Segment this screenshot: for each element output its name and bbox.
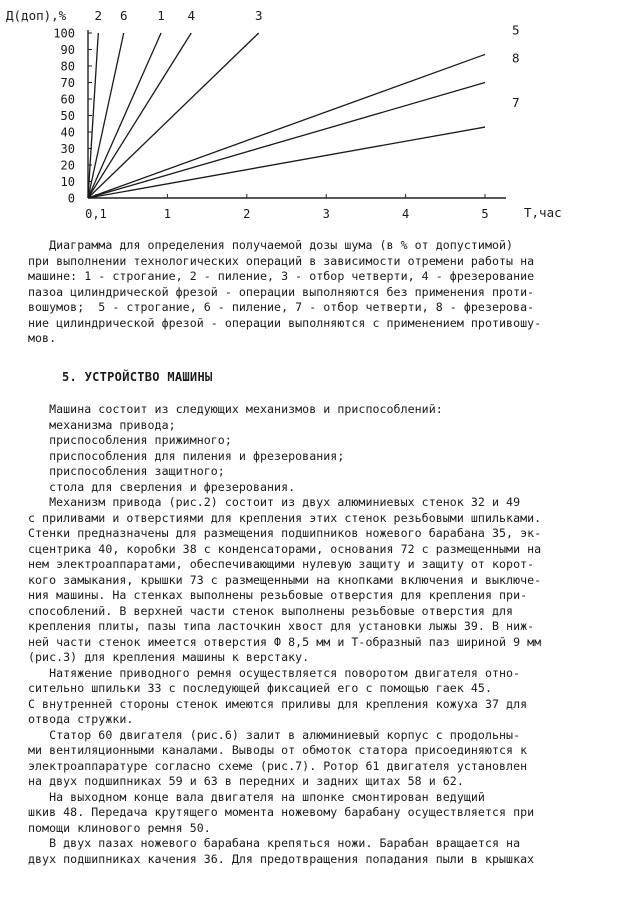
text-line: двух подшипниках качения 36. Для предотвращения попадания пыли в крышках [28, 851, 535, 866]
series-label: 8 [512, 50, 520, 66]
y-tick-label: 90 [60, 43, 75, 57]
dose-chart [0, 0, 628, 230]
text-line: с приливами и отверстиями для крепления этих стенок резьбовыми шпильками. [28, 510, 542, 525]
y-tick-label: 20 [60, 158, 75, 173]
series-label: 4 [187, 8, 195, 23]
text-line: приспособления для пиления и фрезерования; [28, 448, 345, 463]
text-line: приспособления прижимного; [28, 433, 232, 447]
series-label: 1 [157, 8, 165, 23]
text-line: приспособления защитного; [28, 464, 225, 478]
text-line: Стенки предназначены для размещения подшипников ножевого барабана 35, эк- [28, 526, 542, 540]
chart-grid [88, 33, 485, 198]
series-label: 2 [94, 8, 103, 23]
text-line: мов. [28, 331, 57, 345]
text-line: вошумов; 5 - строгание, 6 - пиление, 7 - отбор четверти, 8 - фрезерова- [28, 300, 535, 314]
text-line: стола для сверления и фрезерования. [28, 479, 296, 494]
text-line: способлений. В верхней части стенок выполнены резьбовые отверстия для [28, 603, 514, 618]
text-line: ми вентиляционными каналами. Выводы от обмоток статора присоединяются к [28, 743, 528, 757]
text-line: крепления плиты, пазы типа ласточкин хвост для установки лыжы 39. В ниж- [28, 619, 535, 633]
y-tick-label: 50 [60, 109, 75, 123]
x-tick-label: 4 [401, 207, 410, 221]
text-line: На выходном конце вала двигателя на шпонке смонтирован ведущий [28, 789, 485, 804]
text-line: при выполнении технологических операций в зависимости отремени работы на [28, 253, 535, 268]
x-tick-labels [85, 207, 489, 221]
text-line: Натяжение приводного ремня осуществляется поворотом двигателя отно- [28, 665, 521, 680]
text-line: Механизм привода (рис.2) состоит из двух алюминиевых стенок 32 и 49 [28, 495, 521, 509]
y-tick-label: 100 [53, 26, 75, 41]
series-label: 3 [254, 8, 263, 23]
text-line: помощи клинового ремня 50. [28, 820, 211, 835]
text-line: ней части стенок имеется отверстия Ф 8,5 мм и Т-образный паз шириной 9 мм [28, 634, 542, 649]
y-tick-label: 40 [60, 125, 75, 140]
y-axis-label: Д(доп),% [6, 8, 67, 23]
series-line [88, 127, 485, 198]
section-heading: 5. УСТРОЙСТВО МАШИНЫ [62, 370, 213, 384]
text-line: нем электроаппаратами, обеспечивающими нулевую защиту и защиту от корот- [28, 557, 535, 571]
text-line: на двух подшипниках 59 и 63 в передних и задних щитах 58 и 62. [28, 774, 464, 788]
series-lines [88, 33, 485, 198]
text-line: ние цилиндрической фрезой - операции выполняются с применением противошу- [28, 315, 542, 330]
series-line [88, 33, 191, 198]
series-label: 5 [512, 22, 520, 38]
y-tick-label: 70 [60, 76, 75, 90]
text-line: механизма привода; [28, 417, 176, 432]
y-tick-label: 10 [60, 175, 75, 189]
text-line: электроаппаратуре согласно схеме (рис.7). Ротор 61 двигателя установлен [28, 758, 528, 773]
x-tick-label: 3 [322, 207, 330, 221]
text-line: С внутренней стороны стенок имеются приливы для крепления кожуха 37 для [28, 696, 528, 711]
x-tick-label: 1 [163, 207, 172, 221]
text-line: пазоа цилиндрической фрезой - операции выполняются без применения проти- [28, 284, 535, 299]
x-axis-label: T,час [524, 205, 562, 220]
text-line: ния машины. На стенках выполнены резьбовые отверстия для крепления при- [28, 588, 528, 602]
text-line: сительно шпильки 33 с последующей фиксацией его с помощью гаек 45. [28, 681, 492, 695]
text-line: Диаграмма для определения получаемой дозы шума (в % от допустимой) [28, 238, 514, 252]
text-line: (рис.3) для крепления машины к верстаку. [28, 650, 310, 664]
y-tick-label: 30 [60, 142, 75, 156]
text-line: отвода стружки. [28, 712, 134, 726]
series-line [88, 33, 161, 198]
series-line [88, 54, 485, 198]
y-tick-labels [53, 27, 75, 206]
text-line: В двух пазах ножевого барабана крепяться ножи. Барабан вращается на [28, 836, 521, 850]
series-label: 6 [119, 8, 128, 23]
chart-caption [28, 238, 541, 347]
text-line: машине: 1 - строгание, 2 - пиление, 3 - отбор четверти, 4 - фрезерование [28, 269, 535, 283]
text-line: Статор 60 двигателя (рис.6) залит в алюминиевый корпус с продольны- [28, 727, 521, 742]
x-tick-label: 5 [481, 207, 489, 221]
body-text [28, 402, 541, 867]
series-labels [95, 8, 520, 110]
y-tick-label: 80 [60, 59, 75, 74]
x-tick-label: 2 [243, 207, 251, 221]
text-line: Машина состоит из следующих механизмов и приспособлений: [28, 402, 443, 416]
series-label: 7 [512, 95, 520, 111]
text-line: шкив 48. Передача крутящего момента ножевому барабану осуществляется при [28, 805, 535, 819]
y-tick-label: 60 [60, 92, 75, 107]
y-tick-label: 0 [67, 191, 75, 206]
text-line: сцентрика 40, коробки 38 с конденсаторами, основания 72 с размещенными на [28, 541, 542, 556]
text-line: кого замыкания, крышки 73 с размещенными на кнопками включения и выключе- [28, 572, 542, 587]
x-tick-label: 0,1 [85, 207, 107, 221]
